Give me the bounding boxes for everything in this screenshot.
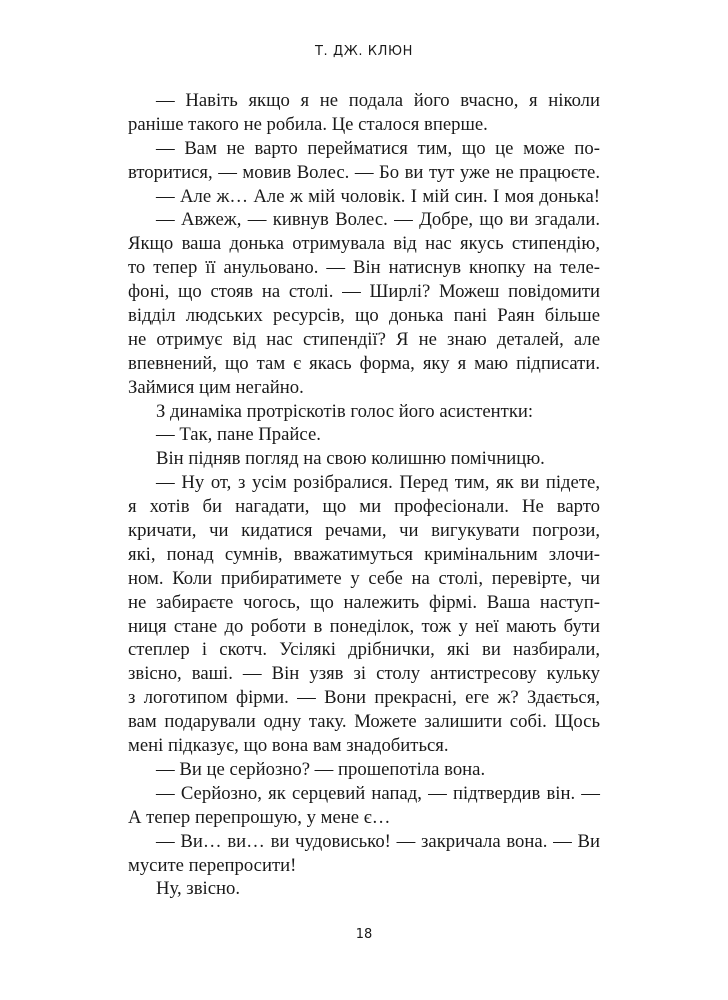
text-line: — Серйозно, як серцевий напад, — підтвердив він. — [156, 782, 600, 804]
text-line: не отримує від нас стипендії? Я не знаю деталей, але [128, 328, 600, 350]
text-line: Він підняв погляд на свою колишню помічницю. [156, 448, 545, 470]
text-line: Ну, звісно. [156, 878, 241, 900]
text-line: вам подарували одну таку. Можете залишити собі. Щось [128, 711, 600, 733]
text-line: мені підказує, що вона вам знадобиться. [128, 735, 449, 757]
text-line: степлер і скотч. Усілякі дрібнички, які ви назбирали, [128, 639, 600, 661]
text-line: не забираєте чогось, що належить фірмі. Ваша наступ- [128, 591, 600, 613]
text-line: мусите перепросити! [128, 854, 297, 876]
text-line: — Ви… ви… ви чудовисько! — закричала вона. — Ви [156, 830, 600, 852]
page-number: 18 [355, 927, 373, 942]
text-line: Займися цим негайно. [128, 376, 304, 398]
running-header: Т. ДЖ. КЛЮН [314, 44, 414, 59]
text-line: фоні, що стояв на столі. — Ширлі? Можеш повідомити [128, 281, 600, 303]
text-line: — Але ж… Але ж мій чоловік. І мій син. І моя донька! [156, 185, 600, 207]
text-line: раніше такого не робила. Це сталося вперше. [128, 113, 488, 135]
text-line: — Так, пане Прайсе. [156, 424, 321, 446]
text-line: Якщо ваша донька отримувала від нас якусь стипендію, [128, 233, 600, 255]
text-line: — Вам не варто перейматися тим, що це може по- [156, 137, 600, 159]
text-line: — Ну от, з усім розібралися. Перед тим, як ви підете, [156, 472, 600, 494]
text-line: з логотипом фірми. — Вони прекрасні, еге ж? Здається, [128, 687, 600, 709]
text-line: — Навіть якщо я не подала його вчасно, я ніколи [156, 90, 600, 111]
text-line: я хотів би нагадати, що ми професіонали. Не варто [128, 496, 600, 518]
text-line: кричати, чи кидатися речами, чи вигукувати погрози, [128, 520, 600, 542]
text-line: ном. Коли прибиратимете у себе на столі, перевірте, чи [128, 567, 600, 589]
text-line: — Ви це серйозно? — прошепотіла вона. [156, 758, 486, 780]
text-line: вторитися, — мовив Волес. — Бо ви тут уже не працюєте. [128, 161, 600, 183]
text-line: З динаміка протріскотів голос його асистентки: [156, 400, 534, 422]
text-line: то тепер її анульовано. — Він натиснув кнопку на теле- [128, 257, 600, 279]
text-line: — Авжеж, — кивнув Волес. — Добре, що ви згадали. [156, 209, 600, 231]
text-line: впевнений, що там є якась форма, яку я маю підписати. [128, 352, 600, 374]
text-line: ниця стане до роботи в понеділок, тож у неї мають бути [128, 615, 600, 637]
text-line: які, понад сумнів, вважатимуться кримінальним злочи- [128, 543, 600, 565]
text-line: звісно, ваші. — Він узяв зі столу антистресову кульку [128, 663, 600, 685]
body-text [128, 89, 600, 901]
text-line: А тепер перепрошую, у мене є… [128, 806, 391, 828]
text-line: відділ людських ресурсів, що донька пані Раян більше [128, 305, 600, 327]
